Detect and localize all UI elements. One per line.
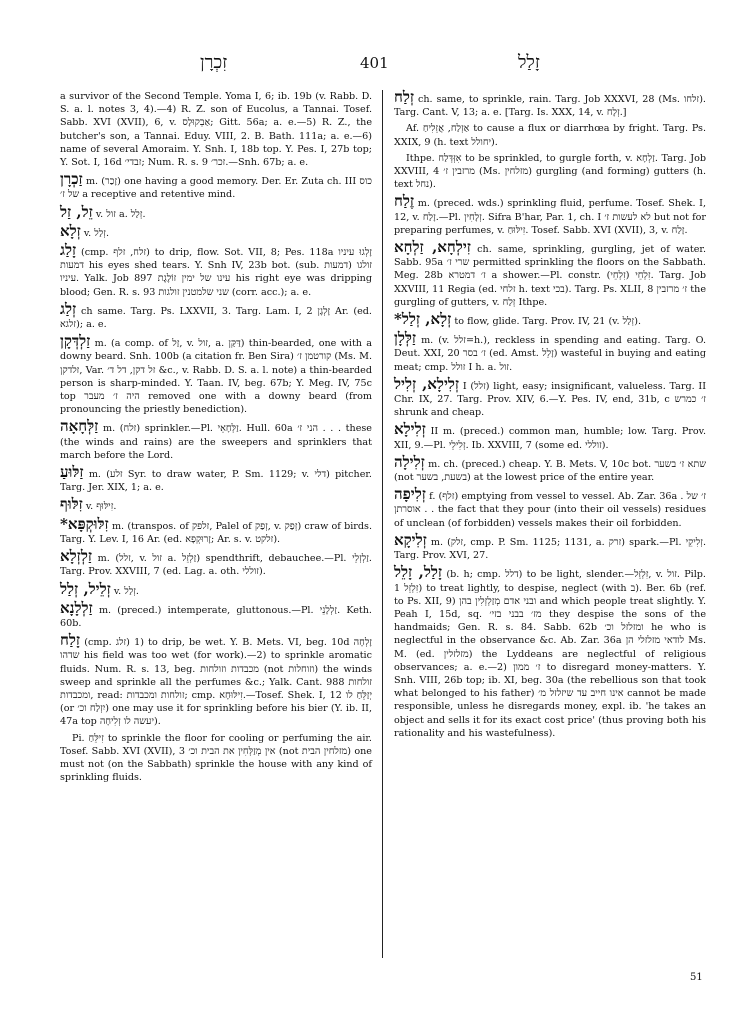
entry-headword: *זִלּוּקְפָּא	[60, 514, 109, 533]
right-column	[394, 90, 706, 743]
entry-definition: ch same. Targ. Ps. LXXVII, 3. Targ. Lam. I, 2 זָלְגָן Ar. (ed. זלגא); a. e.	[60, 305, 372, 331]
dictionary-entry	[60, 90, 372, 169]
entry-headword: זַלְּחָאָה	[60, 417, 99, 436]
entry-headword: זֶלַח	[394, 192, 415, 211]
entry-headword: זַכְרָן	[60, 170, 83, 189]
entry-definition: m. (preced.) intemperate, gluttonous.—Pl. זַלְלָנֵי. Keth. 60b.	[60, 604, 372, 629]
entry-definition: v. זְלַל.	[113, 585, 139, 597]
entry-headword: זַלְּלָן	[394, 329, 417, 348]
dictionary-entry	[60, 172, 372, 201]
entry-headword: זֵל, זַל	[60, 202, 93, 221]
entry-definition: v. זְלַל.	[83, 227, 110, 239]
entry-headword: זְלָא	[60, 221, 81, 240]
left-column	[60, 90, 372, 787]
header-right-word: זָלַל	[518, 52, 540, 73]
entry-definition: II m. (preced.) common man, humble; low. Targ. Prov. XII, 9.—Pl. זְלִילֵי. Ib. XXVIII, 7 (some ed. זוללי).	[394, 426, 706, 451]
entry-headword: זִלּוּף	[60, 495, 83, 514]
dictionary-entry	[394, 565, 706, 740]
dictionary-entry	[60, 243, 372, 299]
entry-headword: זְלִילָה	[394, 452, 425, 471]
entry-definition: m. (זלח) sprinkler.—Pl. זַלְּחָאֵי. Hull. 60a הני ז׳ . . . these (the winds and rains) are the sweepers and sprinklers that march before the Lord.	[60, 423, 372, 461]
dictionary-entry	[394, 90, 706, 119]
entry-headword: זַלְזְלָא	[60, 547, 93, 566]
entry-definition: ch. same, to sprinkle, rain. Targ. Job XXXVI, 28 (Ms. זלחו). Targ. Cant. V, 13; a. e. [Targ. Is. XXX, 14, v. זְלָח.]	[394, 94, 706, 119]
dictionary-entry	[60, 598, 372, 630]
entry-definition: I (זלל) light, easy; insignificant, valueless. Targ. II Chr. IX, 27. Targ. Prov. XIV, 6.—Y. Pes. IV, end, 31b, c ז׳ כמרש shrunk and cheap.	[394, 380, 706, 419]
entry-headword: זְלֵיל, זְלַל	[60, 579, 111, 598]
entry-headword: זָלַג	[60, 241, 77, 260]
entry-definition: f. (זלף) emptying from vessel to vessel. Ab. Zar. 36a ז׳ של . . . אוסרתן the fact that they pour (into their oil vessels) residues of unclean (of forbidden) vessels makes their oil forbidden.	[394, 491, 706, 529]
dictionary-entry	[60, 465, 372, 494]
entry-headword: זַלְלָנָא	[60, 598, 93, 617]
dictionary-entry	[60, 202, 372, 221]
entry-definition: m. (זלל, v. זול a. זַלְזֵל) spendthrift, debauchee.—Pl. זַלְזְלֵי. Targ. Prov. XXVIII, 7 (ed. Lag. a. oth. זוללי).	[60, 553, 372, 578]
dictionary-entry	[60, 514, 372, 546]
entry-definition: m. (preced. wds.) sprinkling fluid, perfume. Tosef. Shek. I, 12, v. זָלַח.—Pl. זְלָחִין. Sifra B'har, Par. 1, ch. I לא לעשות ז׳ but not for preparing perfumes, v. זִילּוּחַ. Tosef. Sabb. XVI (XVII), 3, v. זָלַח.	[394, 198, 706, 236]
running-header	[60, 52, 700, 76]
entry-definition: to flow, glide. Targ. Prov. IV, 21 (v. זְלַל).	[454, 316, 642, 328]
page-number: 401	[360, 54, 389, 72]
entry-definition: m. (transpos. of זלפק, Palel of זְפַק, v. זְפַק) craw of birds. Targ. Y. Lev. I, 16 Ar. (ed. זָרוּקְפָא; Ar. s. v. זלקט).	[60, 520, 372, 545]
dictionary-entry	[394, 487, 706, 530]
dictionary-entry	[394, 240, 706, 309]
entry-definition: Pi. זִילֵּחַ to sprinkle the floor for cooling or perfuming the air. Tosef. Sabb. XVI (XVII), 3 אין מְזַלְּחִין את הבית וכ׳ (not מזלחין הבית) one must not (on the Sabbath) sprinkle the house with any kind of sprinkling fluids.	[60, 732, 372, 784]
entry-definition: v. זִילּוּף.	[85, 501, 117, 513]
entry-headword: זְלִיקָא	[394, 530, 427, 549]
entry-headword: זְלִילָא, זְלִיל	[394, 374, 460, 393]
entry-headword: זְלַג	[60, 299, 77, 318]
entry-definition: m. (זלק, cmp. P. Sm. 1125; 1131, a. זרק) spark.—Pl. זְלִיקֵי. Targ. Prov. XVI, 27.	[394, 536, 707, 562]
dictionary-entry	[60, 633, 372, 728]
entry-headword: זְלִילָא	[394, 420, 426, 439]
entry-headword: זָלַל, זָלֵל	[394, 563, 443, 582]
entry-definition: m. ch. (preced.) cheap. Y. B. Mets. V, 10c bot. שתא ז׳ בשער (not בשעת, בשער) at the lowest price of the entire year.	[394, 458, 706, 484]
entry-headword: זַלּוּעַ	[60, 463, 84, 482]
entry-definition: a survivor of the Second Temple. Yoma I, 6; ib. 19b (v. Rabb. D. S. a. l. notes 3, 4).—4) R. Z. son of Eucolus, a Tannai. Tosef. Sabb. XVI (XVII), 6, v. אַבְקוּלָס; Gitt. 56a; a. e.—5) R. Z., the butcher's son, a Tannai. Eduy. VIII, 2. B. Bath. 111a; a. e.—6) name of several Amoraim. Y. Snh. I, 18b top. Y. Pes. I, 27b top; Y. Sot. I, 16d זבדי׳; Num. R. s. 9 זכר׳.—Snh. 67b; a. e.	[60, 91, 373, 169]
entry-definition: m. (זלע Syr. to draw water, P. Sm. 1129; v. דלי) pitcher. Targ. Jer. XIX, 1; a. e.	[60, 469, 372, 494]
column-divider	[382, 90, 383, 958]
dictionary-entry	[394, 530, 707, 562]
dictionary-entry	[60, 419, 372, 462]
dictionary-entry	[394, 312, 706, 328]
dictionary-entry	[60, 299, 372, 331]
dictionary-entry	[60, 549, 372, 578]
entry-headword: *זְלָא, זְלַל	[394, 310, 452, 329]
dictionary-entry	[60, 497, 372, 513]
signature-mark: 51	[690, 972, 703, 983]
dictionary-entry	[394, 122, 706, 148]
dictionary-entry	[394, 452, 706, 484]
entry-definition: (b. h; cmp. דלל) to be light, slender.—זִלְזֵל, v. זול. Pilp. זִלְזֵל 1) to treat lightly, to despise, neglect (with ב). Ber. 6b (ref. to Ps. XII, 9) ובני אדם מְזַלְזְלִין בהן and which people treat slightly. Y. Peah I, 15d, sq. מז׳ בבני בזי׳ they despise the sons of the handmaids; Gen. R. s. 84. Sabb. 62b ומזלזל וכ׳ he who is neglectful in the observance &c. Ab. Zar. 36a לודאי מזלזלי הן Ms. M. (ed. מזלזלין) the Lyddeans are neglectful of religious observances; a. e.—2) ז׳ ממון to disregard money-matters. Y. Snh. VIII, 26b top; ib. XI, beg. 30a (the rebellious son that took what belonged to his father) אינו חייב עד שיזלזל מ׳ cannot be made responsible, unless he disregards money, expl. ib. 'he takes an object and sells it for its exact cost price' (thus proving both his rationality and his wastefulness).	[394, 569, 707, 739]
dictionary-entry	[394, 374, 706, 420]
dictionary-entry	[394, 422, 706, 451]
dictionary-entry	[394, 194, 706, 237]
entry-definition: m. (v. זלל=h.), reckless in spending and eating. Targ. O. Deut. XXI, 20 ז׳ בסר (ed. Amst. זָלֵל) wasteful in buying and eating meat; cmp. זולל I h. a. זול.	[394, 335, 706, 373]
entry-definition: v. זול a. זְלַל.	[95, 208, 146, 220]
header-left-word: זִכְרָן	[200, 52, 228, 73]
entry-headword: זְלִיפָה	[394, 485, 426, 504]
dictionary-entry	[60, 579, 372, 598]
dictionary-entry	[394, 331, 706, 374]
entry-headword: זְלַח	[394, 88, 415, 106]
entry-definition: Af. אַזְלַח, אֲזֵלִיחַ to cause a flux or diarrhœa by fright. Targ. Ps. XXIX, 9 (h. text יחולל).	[394, 123, 707, 148]
entry-definition: Ithpe. אִזְּדְּלַח to be sprinkled, to gurgle forth, v. זַלְחָא. Targ. Job XXVIII, 4 מרזבין ז׳ (Ms. מזלחין) gurgling (and forming) gutters (h. text נחל).	[394, 152, 707, 191]
dictionary-entry	[394, 152, 706, 192]
entry-headword: זַלְדְּקָן	[60, 332, 91, 351]
dictionary-entry	[60, 221, 372, 240]
entry-headword: זִילְחָא, זַלְחָא	[394, 238, 471, 257]
entry-definition: (cmp. זלח, זלף) to drip, flow. Sot. VII, 8; Pes. 118a זָלְגוּ עיניו דמעות his eyes shed tears. Y. Snh IV, 23b bot. (sub. דמעות) זולגו עיניו. Yalk. Job 897 עינו של ימין זוֹלֶגֶת his right eye was dripping blood; Gen. R. s. 93 שני שלמטנין זולגות (corr. acc.); a. e.	[60, 247, 372, 298]
entry-headword: זָלַח	[60, 631, 81, 650]
entry-definition: ch. same, sprinkling, gurgling, jet of water. Sabb. 95a שרי ז׳ permitted sprinkling the floors on the Sabbath. Meg. 28b ז׳ דמטרא a shower.—Pl. constr. (זִלְחֵי) זִלְחֵי. Targ. Job XXVIII, 11 Regia (ed. זלחי h. text בכי). Targ. Ps. XLII, 8 ז׳ מרזבין the gurgling of gutters, v. זְלַח Ithpe.	[394, 244, 707, 308]
dictionary-entry	[60, 732, 372, 785]
entry-definition: m. (זָכַר) one having a good memory. Der. Er. Zuta ch. III כוס של ז׳ a receptive and retentive mind.	[60, 176, 372, 201]
entry-definition: (cmp. זלג) 1) to drip, be wet. Y. B. Mets. VI, beg. 10d זָלְחָה שדהו his field was too wet (for work).—2) to sprinkle aromatic fluids. Num. R. s. 13, beg. מכבדות וזולחות (not וזוחלות) the winds sweep and sprinkle all the perfumes &c.; Yalk. Cant. 988 זולחות ומכבדות, read: זולחות ומכבדות; cmp. זִילּוּחָא.—Tosef. Shek. I, 12 יְזַלֵּחַ לו (or יִזְלַח וכ׳) one may use it for sprinkling before his bier (Y. ib. II, 47a top יעשה לו זְלִיחָה).	[60, 637, 373, 728]
dictionary-entry	[60, 334, 372, 416]
entry-definition: m. (a comp. of זַל, v. זול, a. דַּקַּן) thin-bearded, one with a downy beard. Snh. 100b (a citation fr. Ben Sira) קורטמן ז׳ (Ms. M. זלדקן, Var. זל דקן, דל ד׳ &c., v. Rabb. D. S. a. l. note) a thin-bearded person is sharp-minded. Y. Taan. IV, beg. 67b; Y. Meg. IV, 75c top היה ז׳ מעבר removed one with a downy beard (from pronouncing the priestly benediction).	[60, 338, 373, 416]
